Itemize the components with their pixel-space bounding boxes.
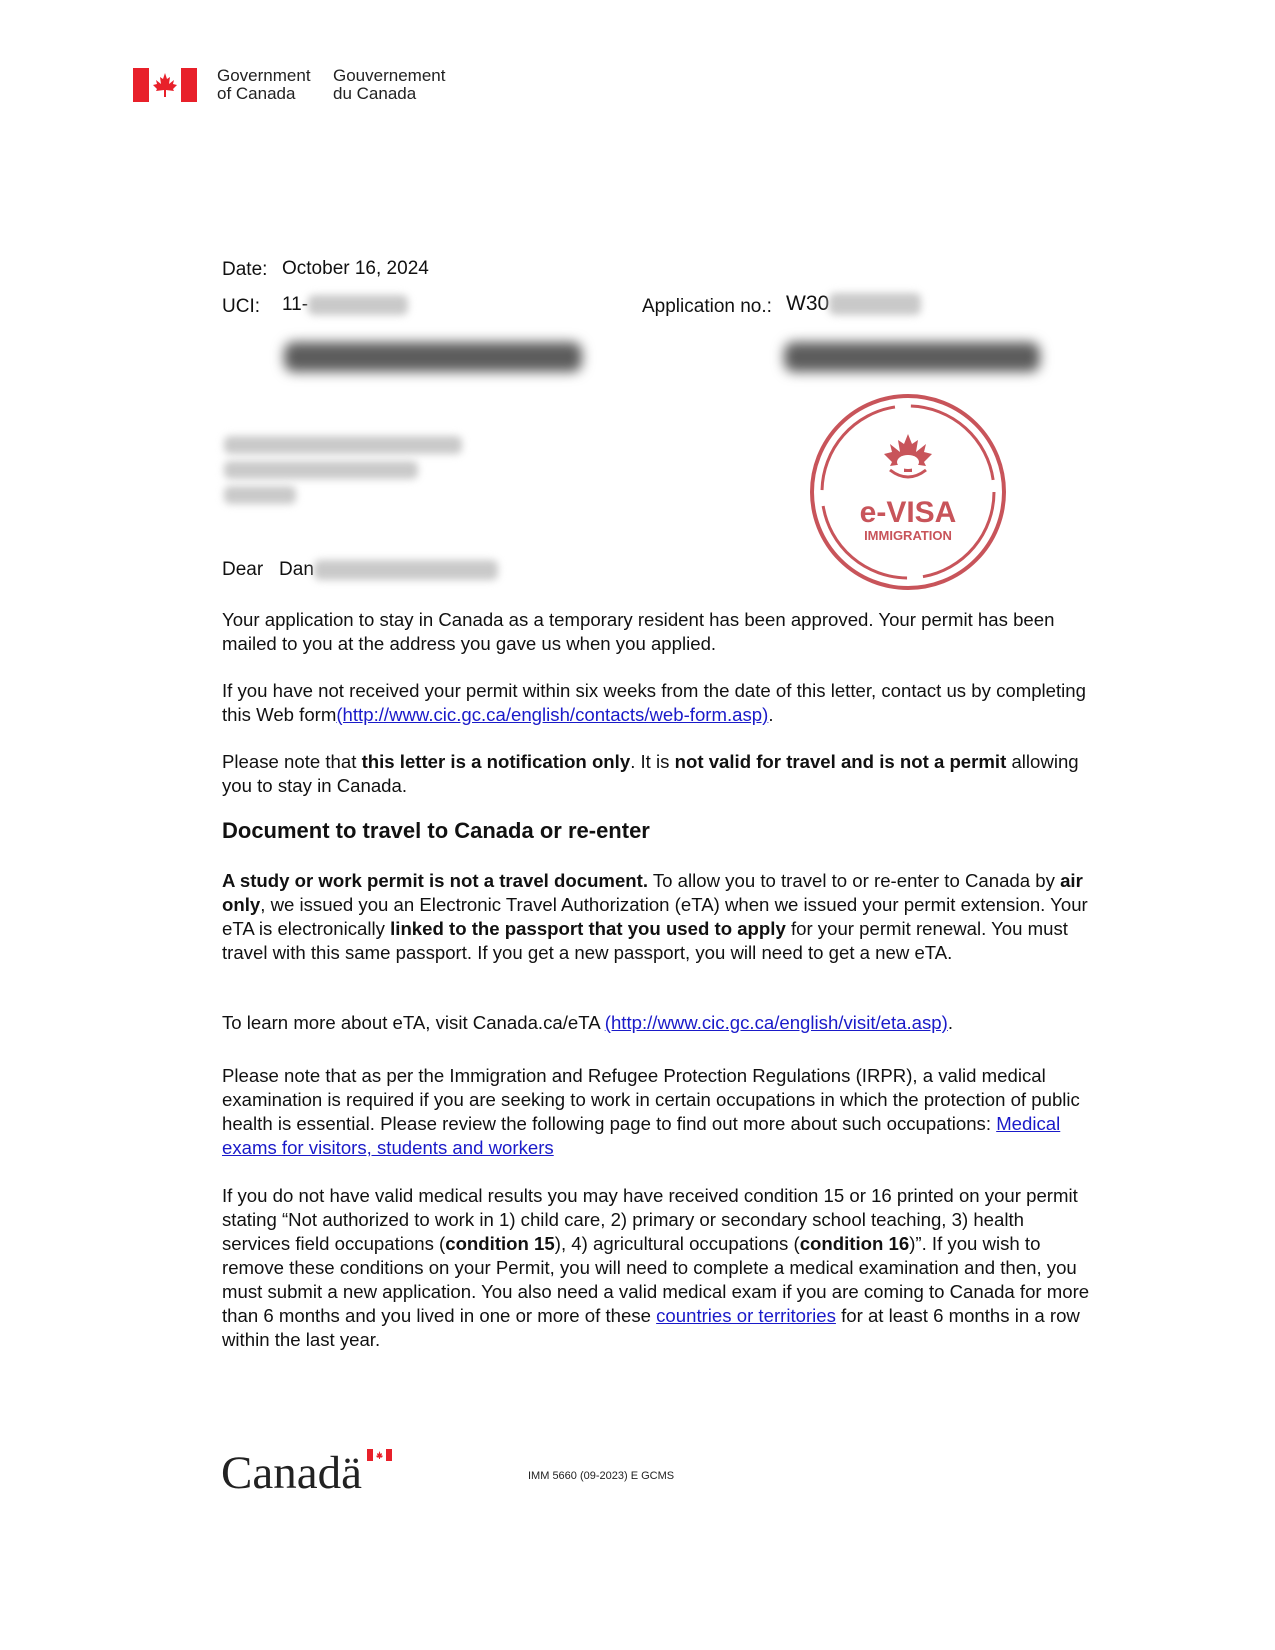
application-number-value: W30	[786, 292, 921, 316]
wordmark-flag-icon	[367, 1449, 392, 1461]
stamp-evisa-text: e-VISA	[859, 496, 957, 529]
redacted-uci	[308, 295, 408, 315]
redacted-address-line	[224, 436, 462, 454]
conditions-paragraph: If you do not have valid medical results you may have received condition 15 or 16 printed on your permit stating “Not authorized to work in 1) child care, 2) primary or secondary school teaching, 3) health services field occupations (condition 15), 4) agricultural occupations (condition 16)”. If you wish to remove these conditions on your Permit, you will need to complete a medical examination and then, you must submit a new application. You also need a valid medical exam if you are coming to Canada for more than 6 months and you lived in one or more of these countries or territories for at least 6 months in a row within the last year.	[222, 1185, 1090, 1350]
redacted-address-line	[224, 461, 418, 479]
notification-only-paragraph: Please note that this letter is a notification only. It is not valid for travel and is not a permit allowing you to stay in Canada.	[222, 751, 1079, 796]
eta-link[interactable]: (http://www.cic.gc.ca/english/visit/eta.asp)	[604, 1012, 948, 1033]
date-value: October 16, 2024	[282, 258, 429, 279]
gouvernement-du-canada-label: Gouvernement du Canada	[333, 66, 446, 103]
uci-label: UCI:	[222, 296, 260, 317]
application-number-label: Application no.:	[642, 296, 772, 317]
redacted-address-line	[224, 486, 296, 504]
canada-wordmark: Canadä	[221, 1447, 362, 1499]
e-visa-stamp	[808, 392, 1008, 592]
section-heading: Document to travel to Canada or re-enter	[222, 818, 650, 843]
permit-not-received-paragraph: If you have not received your permit within six weeks from the date of this letter, contact us by completing this Web form(http://www.cic.gc.ca/english/contacts/web-form.asp).	[222, 680, 1086, 725]
redacted-applicant-name	[284, 342, 582, 372]
uci-value: 11-	[282, 294, 408, 316]
countries-territories-link[interactable]: countries or territories	[656, 1305, 836, 1326]
medical-exam-paragraph: Please note that as per the Immigration and Refugee Protection Regulations (IRPR), a valid medical examination is required if you are seeking to work in certain occupations in which the protection of public health is essential. Please review the following page to find out more about such occupations: Medical exams for visitors, students and workers	[222, 1065, 1080, 1158]
government-of-canada-label: Government of Canada	[217, 66, 311, 103]
stamp-immigration-text: IMMIGRATION	[864, 528, 952, 543]
redacted-recipient-name	[314, 560, 498, 580]
canada-flag-icon	[133, 68, 197, 102]
salutation: Dear Dan	[222, 559, 498, 581]
web-form-link[interactable]: (http://www.cic.gc.ca/english/contacts/web-form.asp)	[336, 704, 769, 725]
eta-info-paragraph: To learn more about eTA, visit Canada.ca/eTA (http://www.cic.gc.ca/english/visit/eta.asp).	[222, 1012, 954, 1033]
redacted-application-number	[829, 293, 921, 315]
approval-paragraph: Your application to stay in Canada as a temporary resident has been approved. Your permit has been mailed to you at the address you gave us when you applied.	[222, 609, 1055, 654]
travel-document-paragraph: A study or work permit is not a travel document. To allow you to travel to or re-enter to Canada by air only, we issued you an Electronic Travel Authorization (eTA) when we issued your permit extension. Your eTA is electronically linked to the passport that you used to apply for your permit renewal. You must travel with this same passport. If you get a new passport, you will need to get a new eTA.	[222, 870, 1088, 963]
date-label: Date:	[222, 259, 268, 280]
redacted-applicant-details	[784, 342, 1040, 372]
form-code: IMM 5660 (09-2023) E GCMS	[528, 1470, 675, 1482]
medical-exams-link[interactable]: Medical exams for visitors, students and workers	[222, 1113, 1061, 1158]
